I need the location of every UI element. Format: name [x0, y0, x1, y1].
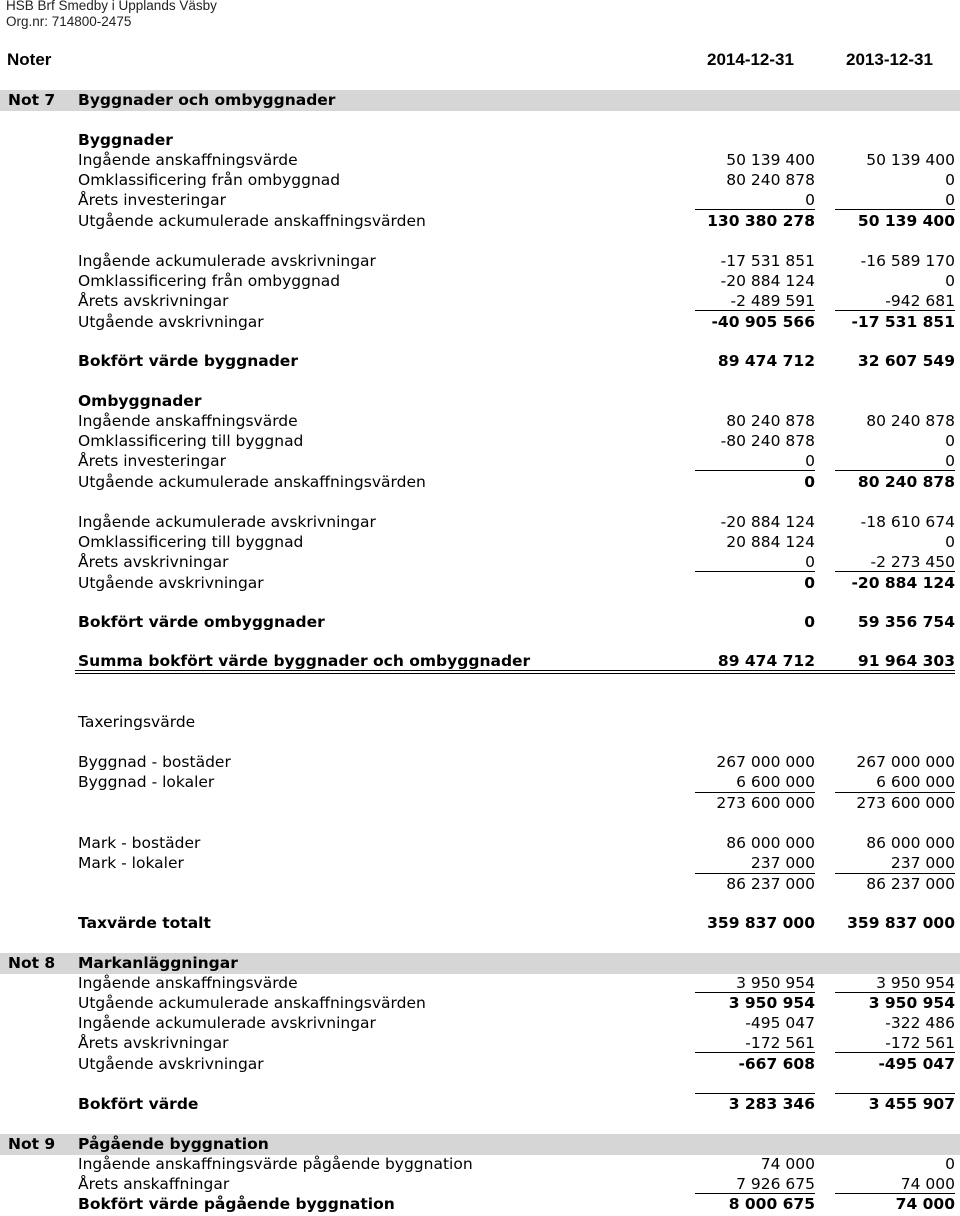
- value-2013: 3 950 954: [876, 974, 955, 992]
- value-2014: 74 000: [760, 1155, 815, 1173]
- note8-title: Markanläggningar: [78, 954, 238, 972]
- total-underline: [75, 670, 955, 671]
- value-2014: 3 950 954: [728, 994, 815, 1012]
- value-2013: -20 884 124: [851, 574, 955, 592]
- value-2014: 20 884 124: [726, 533, 815, 551]
- value-2013: 59 356 754: [857, 613, 955, 631]
- value-2013: -16 589 170: [860, 252, 955, 270]
- row-label: Taxvärde totalt: [78, 914, 211, 932]
- sum-rule: [835, 470, 955, 471]
- sum-rule: [835, 1052, 955, 1053]
- value-2013: 74 000: [900, 1175, 955, 1193]
- value-2014: 0: [804, 574, 815, 592]
- value-2014: 89 474 712: [717, 352, 815, 370]
- value-2014: 0: [804, 613, 815, 631]
- value-2013: 86 237 000: [866, 875, 955, 893]
- sum-rule: [695, 310, 815, 311]
- sum-rule: [835, 209, 955, 210]
- row-label: Årets investeringar: [78, 452, 226, 470]
- value-2013: 86 000 000: [866, 834, 955, 852]
- row-label: Årets avskrivningar: [78, 553, 229, 571]
- value-2014: 0: [805, 452, 815, 470]
- value-2014: 80 240 878: [726, 171, 815, 189]
- value-2013: -17 531 851: [851, 313, 955, 331]
- note8-label: Not 8: [8, 954, 56, 972]
- row-label: Årets investeringar: [78, 191, 226, 209]
- sum-rule: [695, 1052, 815, 1053]
- row-label: Bokfört värde byggnader: [78, 352, 298, 370]
- value-2014: -80 240 878: [720, 432, 815, 450]
- value-2014: -172 561: [745, 1034, 815, 1052]
- note7-label: Not 7: [8, 91, 56, 109]
- value-2013: -495 047: [878, 1055, 955, 1073]
- value-2014: 7 926 675: [736, 1175, 815, 1193]
- row-label: Byggnad - lokaler: [78, 773, 215, 791]
- value-2013: 6 600 000: [876, 773, 955, 791]
- row-label: Byggnad - bostäder: [78, 753, 231, 771]
- row-label: Ingående anskaffningsvärde: [78, 151, 298, 169]
- value-2014: -2 489 591: [730, 292, 815, 310]
- value-2014: 0: [804, 473, 815, 491]
- byggnader-heading: Byggnader: [78, 131, 173, 149]
- org-number: Org.nr: 714800-2475: [6, 14, 132, 29]
- row-label: Utgående avskrivningar: [78, 313, 264, 331]
- value-2014: 3 283 346: [728, 1095, 815, 1113]
- value-2013: -18 610 674: [860, 513, 955, 531]
- column-header-2014: 2014-12-31: [707, 50, 794, 69]
- value-2013: 91 964 303: [857, 652, 955, 670]
- value-2014: 6 600 000: [736, 773, 815, 791]
- row-label: Årets anskaffningar: [78, 1175, 230, 1193]
- row-label: Utgående avskrivningar: [78, 1055, 264, 1073]
- value-2014: -495 047: [745, 1014, 815, 1032]
- note9-title: Pågående byggnation: [78, 1135, 269, 1153]
- value-2013: 0: [945, 432, 955, 450]
- value-2014: 130 380 278: [707, 212, 815, 230]
- value-2014: 267 000 000: [716, 753, 815, 771]
- row-label: Ingående ackumulerade avskrivningar: [78, 513, 376, 531]
- value-2014: 3 950 954: [736, 974, 815, 992]
- row-label: Utgående ackumulerade anskaffningsvärden: [78, 473, 426, 491]
- value-2013: 3 455 907: [868, 1095, 955, 1113]
- value-2013: 32 607 549: [857, 352, 955, 370]
- value-2014: 237 000: [750, 854, 815, 872]
- row-label: Ingående ackumulerade avskrivningar: [78, 252, 376, 270]
- row-label: Årets avskrivningar: [78, 292, 229, 310]
- value-2014: 50 139 400: [726, 151, 815, 169]
- row-label: Omklassificering från ombyggnad: [78, 272, 341, 290]
- value-2013: -172 561: [885, 1034, 955, 1052]
- value-2013: 359 837 000: [847, 914, 955, 932]
- value-2013: 0: [945, 191, 955, 209]
- sum-rule: [695, 209, 815, 210]
- value-2013: 0: [945, 171, 955, 189]
- value-2013: -322 486: [885, 1014, 955, 1032]
- value-2013: 80 240 878: [866, 412, 955, 430]
- value-2014: 8 000 675: [728, 1195, 815, 1213]
- row-label: Utgående ackumulerade anskaffningsvärden: [78, 994, 426, 1012]
- value-2013: -942 681: [885, 292, 955, 310]
- value-2013: 0: [945, 452, 955, 470]
- sum-rule: [835, 310, 955, 311]
- value-2014: -667 608: [738, 1055, 815, 1073]
- value-2013: 80 240 878: [857, 473, 955, 491]
- value-2013: 0: [945, 272, 955, 290]
- value-2014: 0: [805, 553, 815, 571]
- ombyggnader-heading: Ombyggnader: [78, 392, 202, 410]
- value-2014: 86 237 000: [726, 875, 815, 893]
- value-2014: 80 240 878: [726, 412, 815, 430]
- row-label: Summa bokfört värde byggnader och ombyggnader: [78, 652, 531, 670]
- row-label: Ingående ackumulerade avskrivningar: [78, 1014, 376, 1032]
- value-2014: -20 884 124: [720, 272, 815, 290]
- value-2013: 0: [945, 533, 955, 551]
- value-2014: 359 837 000: [707, 914, 815, 932]
- row-label: Utgående avskrivningar: [78, 574, 264, 592]
- row-label: Utgående ackumulerade anskaffningsvärden: [78, 212, 426, 230]
- row-label: Omklassificering till byggnad: [78, 432, 304, 450]
- row-label: Ingående anskaffningsvärde pågående byggnation: [78, 1155, 473, 1173]
- value-2014: 0: [805, 191, 815, 209]
- value-2013: 237 000: [890, 854, 955, 872]
- value-2014: 273 600 000: [716, 794, 815, 812]
- sum-rule: [695, 571, 815, 572]
- row-label: Årets avskrivningar: [78, 1034, 229, 1052]
- row-label: Mark - lokaler: [78, 854, 184, 872]
- sum-rule: [695, 470, 815, 471]
- value-2013: 0: [945, 1155, 955, 1173]
- row-label: Omklassificering till byggnad: [78, 533, 304, 551]
- note9-label: Not 9: [8, 1135, 56, 1153]
- value-2014: -17 531 851: [720, 252, 815, 270]
- value-2013: 50 139 400: [866, 151, 955, 169]
- row-label: Bokfört värde pågående byggnation: [78, 1195, 395, 1213]
- value-2014: -20 884 124: [720, 513, 815, 531]
- row-label: Bokfört värde: [78, 1095, 199, 1113]
- value-2013: 74 000: [895, 1195, 955, 1213]
- row-label: Omklassificering från ombyggnad: [78, 171, 341, 189]
- value-2014: -40 905 566: [711, 313, 815, 331]
- value-2014: 89 474 712: [717, 652, 815, 670]
- value-2014: 86 000 000: [726, 834, 815, 852]
- column-header-2013: 2013-12-31: [846, 50, 933, 69]
- notes-title: Noter: [7, 50, 52, 69]
- value-2013: 50 139 400: [857, 212, 955, 230]
- org-name: HSB Brf Smedby i Upplands Väsby: [6, 0, 217, 13]
- note7-title: Byggnader och ombyggnader: [78, 91, 336, 109]
- row-label: Ingående anskaffningsvärde: [78, 974, 298, 992]
- row-label: Mark - bostäder: [78, 834, 201, 852]
- row-label: Ingående anskaffningsvärde: [78, 412, 298, 430]
- value-2013: 273 600 000: [856, 794, 955, 812]
- value-2013: 3 950 954: [868, 994, 955, 1012]
- taxering-heading: Taxeringsvärde: [78, 713, 196, 731]
- value-2013: 267 000 000: [856, 753, 955, 771]
- total-underline: [75, 673, 955, 674]
- row-label: Bokfört värde ombyggnader: [78, 613, 325, 631]
- value-2013: -2 273 450: [870, 553, 955, 571]
- sum-rule: [835, 571, 955, 572]
